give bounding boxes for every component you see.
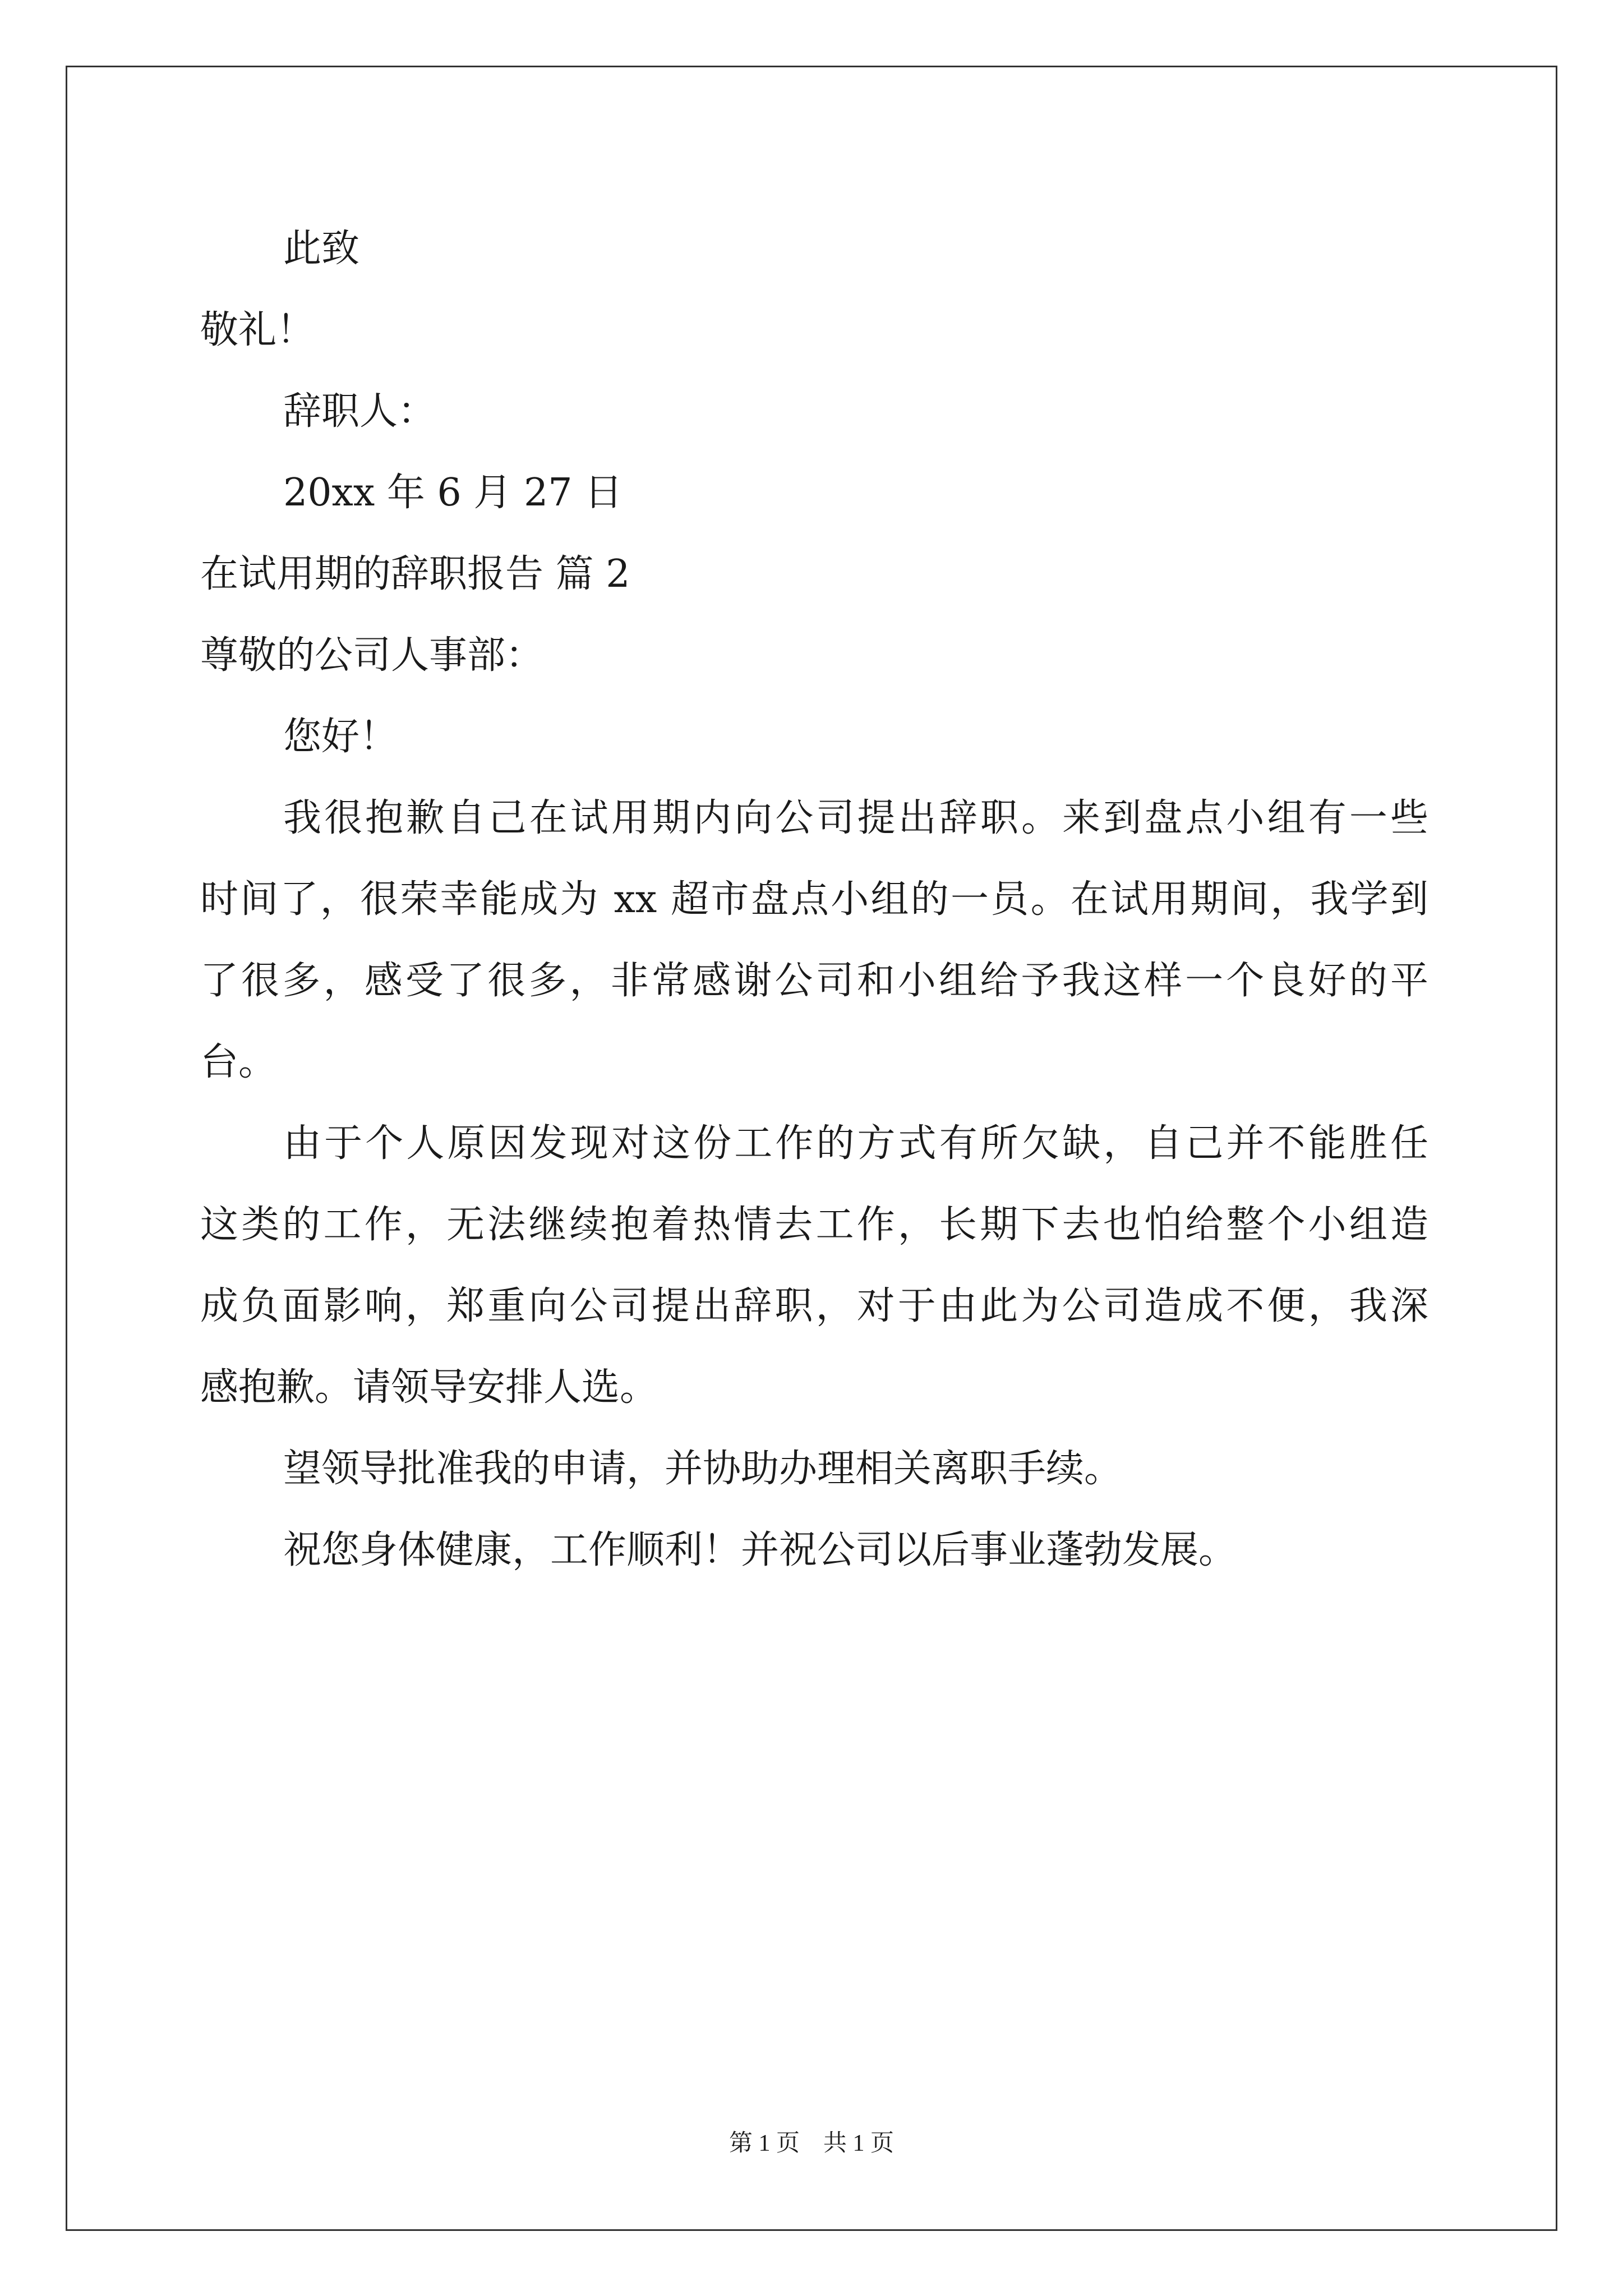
paragraph-4: 祝您身体健康，工作顺利！并祝公司以后事业蓬勃发展。 — [283, 1528, 1237, 1572]
paragraph-2-line-2: 这类的工作，无法继续抱着热情去工作，长期下去也怕给整个小组造 — [200, 1203, 1428, 1247]
closing-salutation: 此致 — [283, 227, 360, 271]
paragraph-2-line-4: 感抱歉。请领导安排人选。 — [200, 1365, 658, 1410]
paragraph-3: 望领导批准我的申请，并协助办理相关离职手续。 — [283, 1447, 1123, 1491]
recipient: 尊敬的公司人事部： — [200, 633, 544, 678]
paragraph-1-line-3: 了很多，感受了很多，非常感谢公司和小组给予我这样一个良好的平 — [200, 959, 1428, 1003]
closing-regards: 敬礼！ — [200, 308, 315, 352]
paragraph-2-line-3: 成负面影响，郑重向公司提出辞职，对于由此为公司造成不便，我深 — [200, 1284, 1428, 1328]
paragraph-2-line-1: 由于个人原因发现对这份工作的方式有所欠缺，自己并不能胜任 — [283, 1121, 1428, 1166]
paragraph-1-line-2: 时间了，很荣幸能成为 xx 超市盘点小组的一员。在试用期间，我学到 — [200, 877, 1428, 922]
signer-label: 辞职人： — [283, 389, 436, 434]
section-title: 在试用期的辞职报告 篇 2 — [200, 552, 630, 596]
paragraph-1-line-4: 台。 — [200, 1040, 277, 1084]
letter-date: 20xx 年 6 月 27 日 — [283, 471, 623, 515]
page-footer: 第 1 页 共 1 页 — [728, 2131, 894, 2156]
paragraph-1-line-1: 我很抱歉自己在试用期内向公司提出辞职。来到盘点小组有一些 — [283, 796, 1428, 840]
greeting: 您好！ — [283, 715, 398, 759]
